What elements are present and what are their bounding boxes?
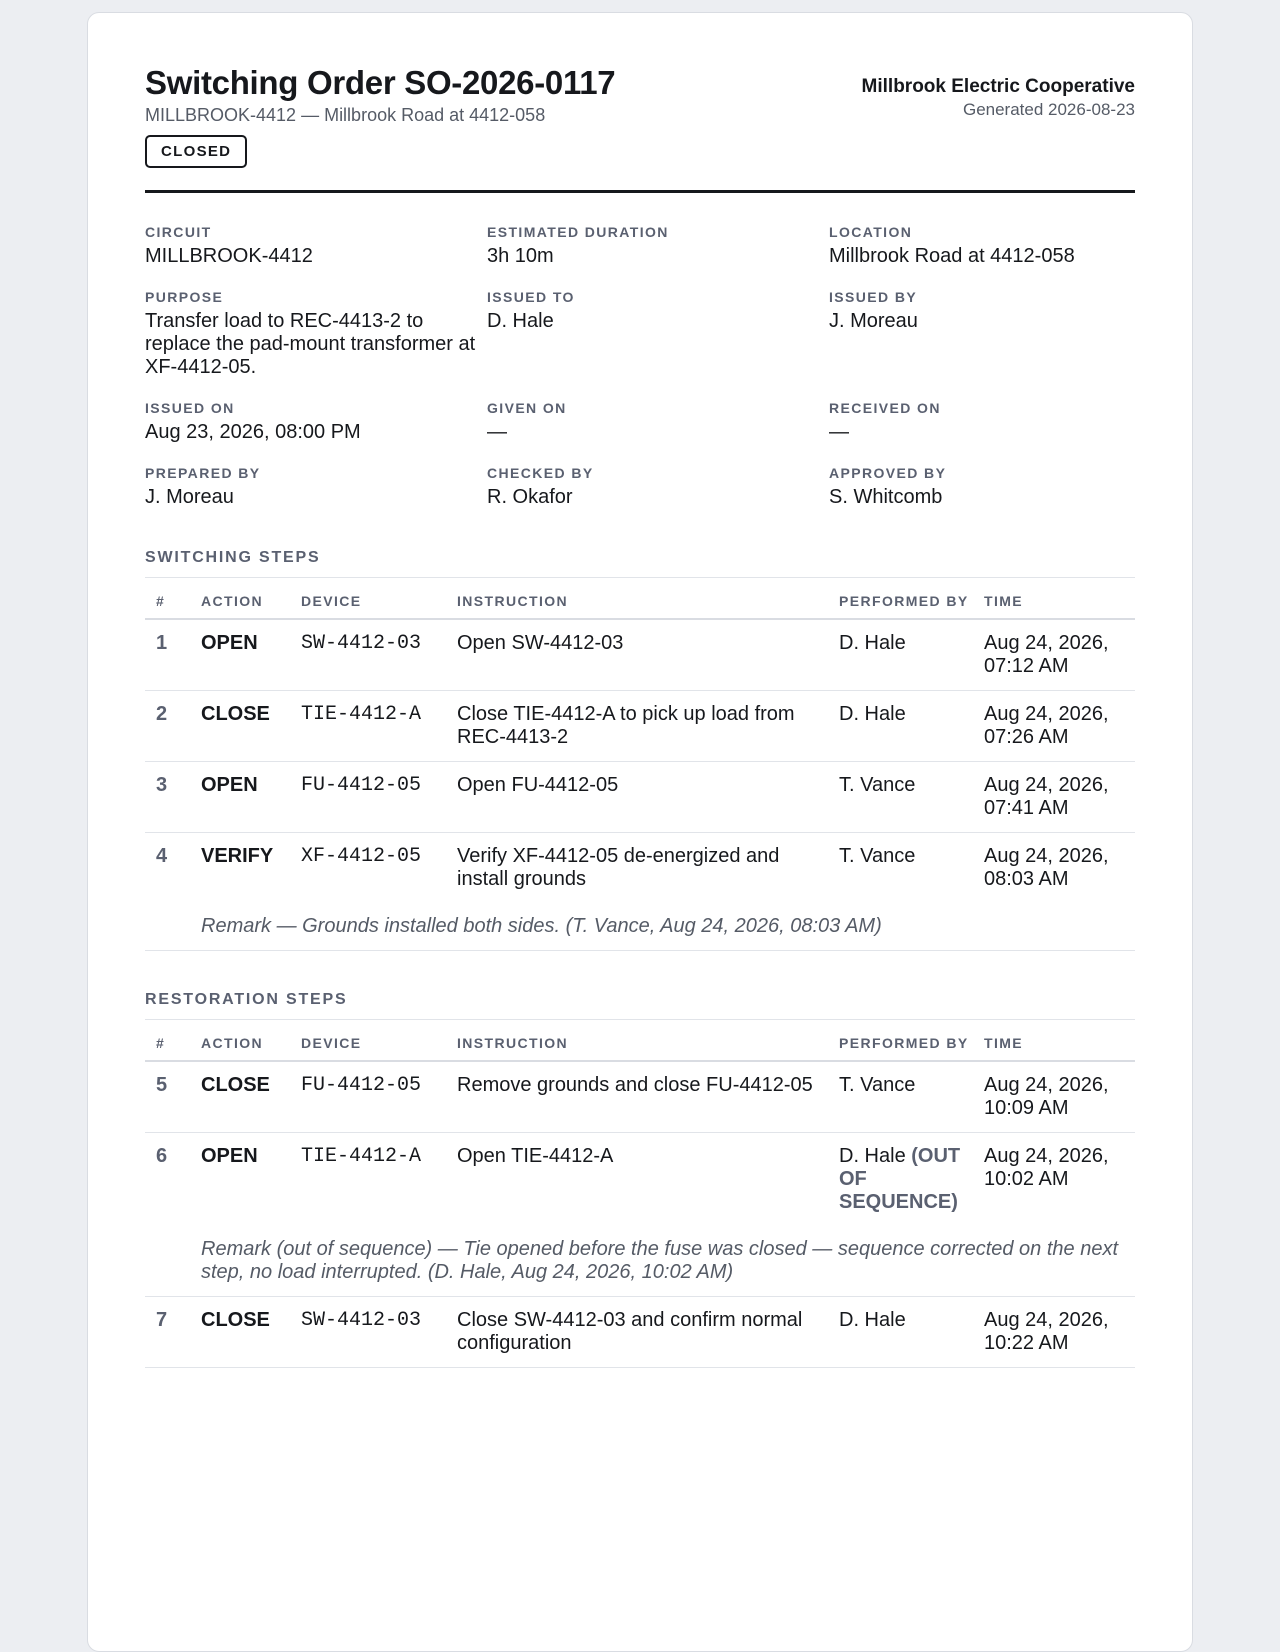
remark-spacer bbox=[145, 1226, 201, 1297]
field-value: R. Okafor bbox=[487, 486, 573, 508]
step-number: 2 bbox=[145, 691, 201, 762]
table-row bbox=[145, 833, 1135, 904]
table-row bbox=[145, 1061, 1135, 1133]
performer-name: D. Hale bbox=[839, 632, 906, 654]
performer-name: T. Vance bbox=[839, 774, 916, 796]
field-label: LOCATION bbox=[829, 224, 913, 240]
step-number: 7 bbox=[145, 1297, 201, 1368]
order-subtitle: MILLBROOK-4412 — Millbrook Road at 4412-058 bbox=[145, 105, 546, 125]
field-label: GIVEN ON bbox=[487, 400, 567, 416]
step-device: TIE-4412-A bbox=[301, 1145, 422, 1168]
page-title: Switching Order SO-2026-0117 bbox=[145, 64, 616, 101]
order-field bbox=[829, 223, 1139, 268]
table-row bbox=[145, 762, 1135, 833]
step-instruction: Open SW-4412-03 bbox=[457, 619, 839, 691]
order-fields bbox=[145, 223, 1135, 509]
field-value: Transfer load to REC-4413-2 to replace the pad-mount transformer at XF-4412-05. bbox=[145, 310, 476, 378]
step-number: 1 bbox=[145, 619, 201, 691]
table-row bbox=[145, 1133, 1135, 1227]
field-value: Aug 23, 2026, 08:00 PM bbox=[145, 421, 361, 443]
organization-name: Millbrook Electric Cooperative bbox=[861, 76, 1135, 97]
performer-name: T. Vance bbox=[839, 845, 916, 867]
order-header bbox=[145, 63, 1135, 168]
status-badge: CLOSED bbox=[145, 135, 247, 168]
step-performed-by bbox=[839, 619, 984, 691]
col-num: # bbox=[145, 594, 201, 619]
step-time: Aug 24, 2026, 07:12 AM bbox=[984, 619, 1135, 691]
table-header-row bbox=[145, 594, 1135, 619]
remark-row bbox=[145, 1226, 1135, 1297]
field-label: ESTIMATED DURATION bbox=[487, 224, 669, 240]
remark-spacer bbox=[145, 903, 201, 951]
col-performed-by: PERFORMED BY bbox=[839, 1036, 984, 1061]
field-value: MILLBROOK-4412 bbox=[145, 245, 313, 267]
order-field bbox=[145, 399, 487, 444]
performer-name: D. Hale bbox=[839, 1145, 906, 1167]
col-instruction: INSTRUCTION bbox=[457, 1036, 839, 1061]
col-time: TIME bbox=[984, 1036, 1135, 1061]
order-field bbox=[145, 464, 487, 509]
col-action: ACTION bbox=[201, 594, 301, 619]
step-action: CLOSE bbox=[201, 1061, 301, 1133]
step-number: 3 bbox=[145, 762, 201, 833]
switching-steps-title: SWITCHING STEPS bbox=[145, 549, 1135, 578]
performer-name: T. Vance bbox=[839, 1074, 916, 1096]
restoration-steps-table bbox=[145, 1036, 1135, 1368]
step-remark: Remark — Grounds installed both sides. (T. Vance, Aug 24, 2026, 08:03 AM) bbox=[201, 903, 1135, 951]
step-time: Aug 24, 2026, 10:22 AM bbox=[984, 1297, 1135, 1368]
step-device: FU-4412-05 bbox=[301, 1061, 457, 1133]
field-label: ISSUED ON bbox=[145, 400, 235, 416]
field-label: ISSUED BY bbox=[829, 289, 918, 305]
col-device: DEVICE bbox=[301, 1036, 457, 1061]
performer-name: D. Hale bbox=[839, 1309, 906, 1331]
field-label: APPROVED BY bbox=[829, 465, 947, 481]
table-header-row bbox=[145, 1036, 1135, 1061]
order-field bbox=[487, 288, 829, 379]
step-performed-by bbox=[839, 691, 984, 762]
step-instruction: Open FU-4412-05 bbox=[457, 762, 839, 833]
col-action: ACTION bbox=[201, 1036, 301, 1061]
field-value: D. Hale bbox=[487, 310, 554, 332]
step-time: Aug 24, 2026, 10:02 AM bbox=[984, 1145, 1109, 1190]
field-value: J. Moreau bbox=[145, 486, 234, 508]
step-time: Aug 24, 2026, 08:03 AM bbox=[984, 845, 1109, 890]
table-row bbox=[145, 619, 1135, 691]
order-title-block bbox=[145, 63, 615, 168]
step-number: 4 bbox=[156, 845, 168, 867]
step-device: FU-4412-05 bbox=[301, 762, 457, 833]
field-label: RECEIVED ON bbox=[829, 400, 941, 416]
step-performed-by bbox=[839, 1133, 984, 1227]
field-label: CHECKED BY bbox=[487, 465, 594, 481]
table-row bbox=[145, 1297, 1135, 1368]
step-action: CLOSE bbox=[201, 691, 301, 762]
organization-block bbox=[862, 63, 1135, 121]
generated-date: Generated 2026-08-23 bbox=[962, 100, 1135, 119]
step-instruction: Open TIE-4412-A bbox=[457, 1145, 614, 1167]
step-device: SW-4412-03 bbox=[301, 619, 457, 691]
step-time: Aug 24, 2026, 07:26 AM bbox=[984, 691, 1135, 762]
performer-name: D. Hale bbox=[839, 703, 906, 725]
step-device: XF-4412-05 bbox=[301, 845, 422, 868]
field-label: CIRCUIT bbox=[145, 224, 212, 240]
order-field bbox=[829, 464, 1139, 509]
switching-order-sheet bbox=[87, 12, 1193, 1652]
step-number: 5 bbox=[145, 1061, 201, 1133]
step-device: SW-4412-03 bbox=[301, 1297, 457, 1368]
restoration-steps-body bbox=[145, 1061, 1135, 1368]
order-field bbox=[145, 288, 487, 379]
out-of-sequence-flag: (OUT OF SEQUENCE) bbox=[839, 1145, 961, 1213]
step-instruction: Close TIE-4412-A to pick up load from REC-4413-2 bbox=[457, 691, 839, 762]
step-performed-by bbox=[839, 1061, 984, 1133]
order-field bbox=[487, 464, 829, 509]
order-field bbox=[487, 399, 829, 444]
remark-row bbox=[145, 903, 1135, 951]
field-label: PREPARED BY bbox=[145, 465, 261, 481]
col-time: TIME bbox=[984, 594, 1135, 619]
step-action: OPEN bbox=[201, 1145, 258, 1167]
step-action: VERIFY bbox=[201, 845, 274, 867]
field-value: S. Whitcomb bbox=[829, 486, 943, 508]
field-value: — bbox=[829, 421, 849, 443]
field-value: 3h 10m bbox=[487, 245, 554, 267]
step-instruction: Verify XF-4412-05 de-energized and install grounds bbox=[457, 845, 780, 890]
step-time: Aug 24, 2026, 07:41 AM bbox=[984, 762, 1135, 833]
step-action: CLOSE bbox=[201, 1297, 301, 1368]
step-performed-by bbox=[839, 1297, 984, 1368]
order-field bbox=[829, 288, 1139, 379]
col-performed-by: PERFORMED BY bbox=[839, 594, 984, 619]
switching-steps-table bbox=[145, 594, 1135, 951]
order-field bbox=[829, 399, 1139, 444]
switching-steps-body bbox=[145, 619, 1135, 951]
field-value: Millbrook Road at 4412-058 bbox=[829, 245, 1075, 267]
field-label: ISSUED TO bbox=[487, 289, 575, 305]
field-label: PURPOSE bbox=[145, 289, 224, 305]
order-field bbox=[145, 223, 487, 268]
header-divider bbox=[145, 190, 1135, 193]
step-performed-by bbox=[839, 762, 984, 833]
col-device: DEVICE bbox=[301, 594, 457, 619]
step-device: TIE-4412-A bbox=[301, 691, 457, 762]
step-action: OPEN bbox=[201, 619, 301, 691]
step-performed-by bbox=[839, 833, 984, 904]
order-field bbox=[487, 223, 829, 268]
restoration-steps-title: RESTORATION STEPS bbox=[145, 991, 1135, 1020]
step-instruction: Remove grounds and close FU-4412-05 bbox=[457, 1061, 839, 1133]
field-value: — bbox=[487, 421, 507, 443]
col-instruction: INSTRUCTION bbox=[457, 594, 839, 619]
step-time: Aug 24, 2026, 10:09 AM bbox=[984, 1061, 1135, 1133]
step-remark: Remark (out of sequence) — Tie opened before the fuse was closed — sequence corrected on the next step, no load interrupted. (D. Hale, Aug 24, 2026, 10:02 AM) bbox=[201, 1226, 1135, 1297]
col-num: # bbox=[145, 1036, 201, 1061]
step-number: 6 bbox=[156, 1145, 168, 1167]
field-value: J. Moreau bbox=[829, 310, 918, 332]
step-action: OPEN bbox=[201, 762, 301, 833]
step-instruction: Close SW-4412-03 and confirm normal configuration bbox=[457, 1297, 839, 1368]
table-row bbox=[145, 691, 1135, 762]
